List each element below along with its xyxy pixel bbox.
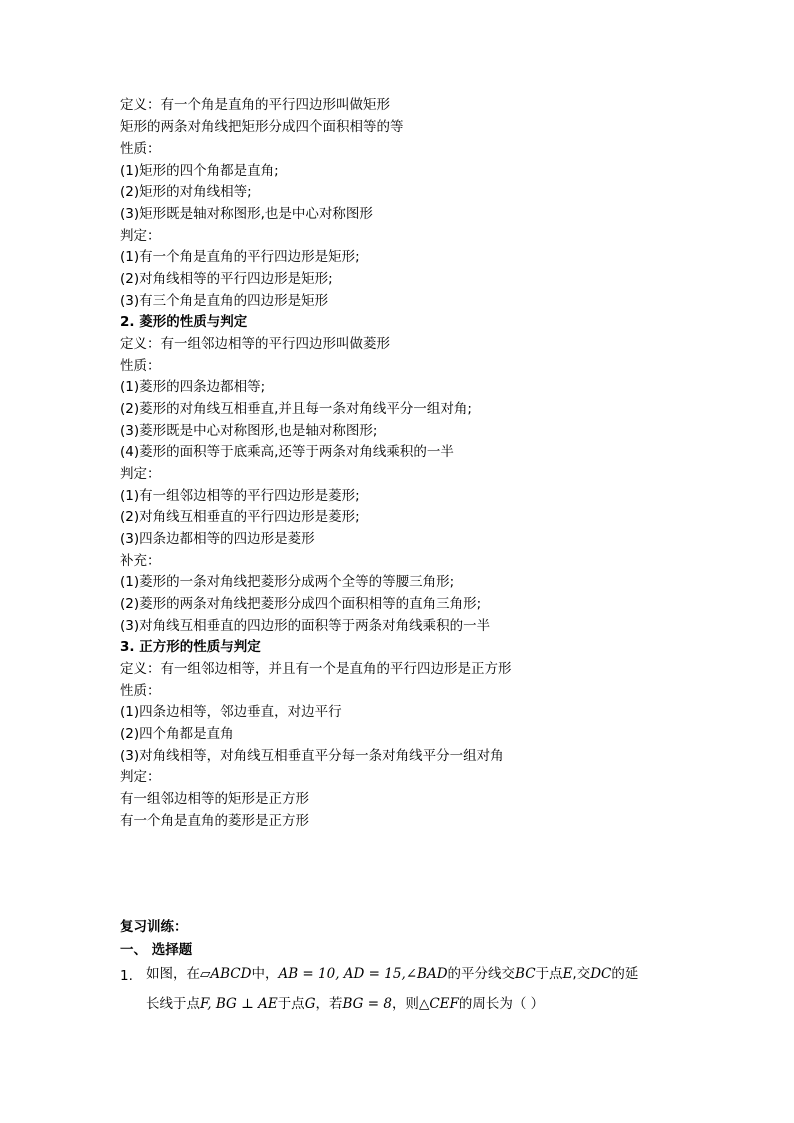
rhombus-judge-3: (3)四条边都相等的四边形是菱形	[120, 531, 315, 547]
question-text: 如图，在	[146, 966, 200, 982]
review-section-heading: 一、 选择题	[120, 942, 193, 958]
rhombus-prop-4: (4)菱形的面积等于底乘高,还等于两条对角线乘积的一半	[120, 444, 454, 460]
question-text: ，则	[391, 996, 419, 1012]
math-expression: AB = 10, AD = 15,∠BAD	[278, 966, 448, 982]
rhombus-judge-2: (2)对角线互相垂直的平行四边形是菱形;	[120, 509, 360, 525]
square-judge-2: 有一个角是直角的菱形是正方形	[120, 813, 309, 829]
rect-judge-3: (3)有三个角是直角的四边形是矩形	[120, 293, 329, 309]
rhombus-supp-2: (2)菱形的两条对角线把菱形分成四个面积相等的直角三角形;	[120, 596, 482, 612]
square-prop-1: (1)四条边相等，邻边垂直，对边平行	[120, 704, 342, 720]
question-text: 中，	[251, 966, 279, 982]
math-expression: BC	[515, 966, 536, 982]
question-text: 的平分线交	[447, 966, 516, 982]
question-text: 的延	[611, 966, 639, 982]
question-line-1	[146, 965, 638, 983]
question-number: 1.	[120, 968, 133, 984]
rhombus-supp-label: 补充：	[120, 553, 161, 569]
question-text: ，若	[315, 996, 343, 1012]
rhombus-heading: 2. 菱形的性质与判定	[120, 314, 248, 330]
square-heading: 3. 正方形的性质与判定	[120, 639, 261, 655]
question-text: 于点	[535, 966, 563, 982]
math-expression: E	[562, 966, 573, 982]
question-text: 长线于点	[146, 996, 200, 1012]
rect-diagonal-note: 矩形的两条对角线把矩形分成四个面积相等的等	[120, 119, 404, 135]
rect-judge-label: 判定：	[120, 228, 161, 244]
math-expression: ▱ABCD	[200, 966, 252, 982]
rhombus-judge-1: (1)有一组邻边相等的平行四边形是菱形;	[120, 488, 360, 504]
rect-prop-1: (1)矩形的四个角都是直角;	[120, 163, 279, 179]
rhombus-prop-2: (2)菱形的对角线互相垂直,并且每一条对角线平分一组对角;	[120, 401, 472, 417]
square-prop-3: (3)对角线相等，对角线互相垂直平分每一条对角线平分一组对角	[120, 748, 504, 764]
math-expression: F, BG ⊥ AE	[200, 996, 278, 1012]
rhombus-definition: 定义：有一组邻边相等的平行四边形叫做菱形	[120, 336, 390, 352]
question-text: 的周长为（ ）	[458, 996, 545, 1012]
rhombus-prop-3: (3)菱形既是中心对称图形,也是轴对称图形;	[120, 423, 378, 439]
rect-props-label: 性质：	[120, 141, 161, 157]
math-expression: BG = 8	[342, 996, 392, 1012]
question-text: ,交	[572, 966, 591, 982]
square-props-label: 性质：	[120, 683, 161, 699]
rhombus-judge-label: 判定：	[120, 466, 161, 482]
rect-definition: 定义：有一个角是直角的平行四边形叫做矩形	[120, 97, 390, 113]
square-prop-2: (2)四个角都是直角	[120, 726, 234, 742]
rect-judge-2: (2)对角线相等的平行四边形是矩形;	[120, 271, 333, 287]
square-judge-label: 判定：	[120, 769, 161, 785]
square-definition: 定义：有一组邻边相等，并且有一个是直角的平行四边形是正方形	[120, 661, 512, 677]
square-judge-1: 有一组邻边相等的矩形是正方形	[120, 791, 309, 807]
math-expression: G	[304, 996, 316, 1012]
rhombus-supp-3: (3)对角线互相垂直的四边形的面积等于两条对角线乘积的一半	[120, 618, 491, 634]
math-expression: △CEF	[418, 996, 459, 1012]
rect-prop-3: (3)矩形既是轴对称图形,也是中心对称图形	[120, 206, 373, 222]
review-title: 复习训练：	[120, 919, 188, 935]
rhombus-props-label: 性质：	[120, 358, 161, 374]
question-text: 于点	[277, 996, 305, 1012]
rect-judge-1: (1)有一个角是直角的平行四边形是矩形;	[120, 249, 360, 265]
math-expression: DC	[590, 966, 612, 982]
rect-prop-2: (2)矩形的对角线相等;	[120, 184, 252, 200]
question-line-2	[146, 995, 544, 1013]
rhombus-supp-1: (1)菱形的一条对角线把菱形分成两个全等的等腰三角形;	[120, 574, 455, 590]
rhombus-prop-1: (1)菱形的四条边都相等;	[120, 379, 266, 395]
